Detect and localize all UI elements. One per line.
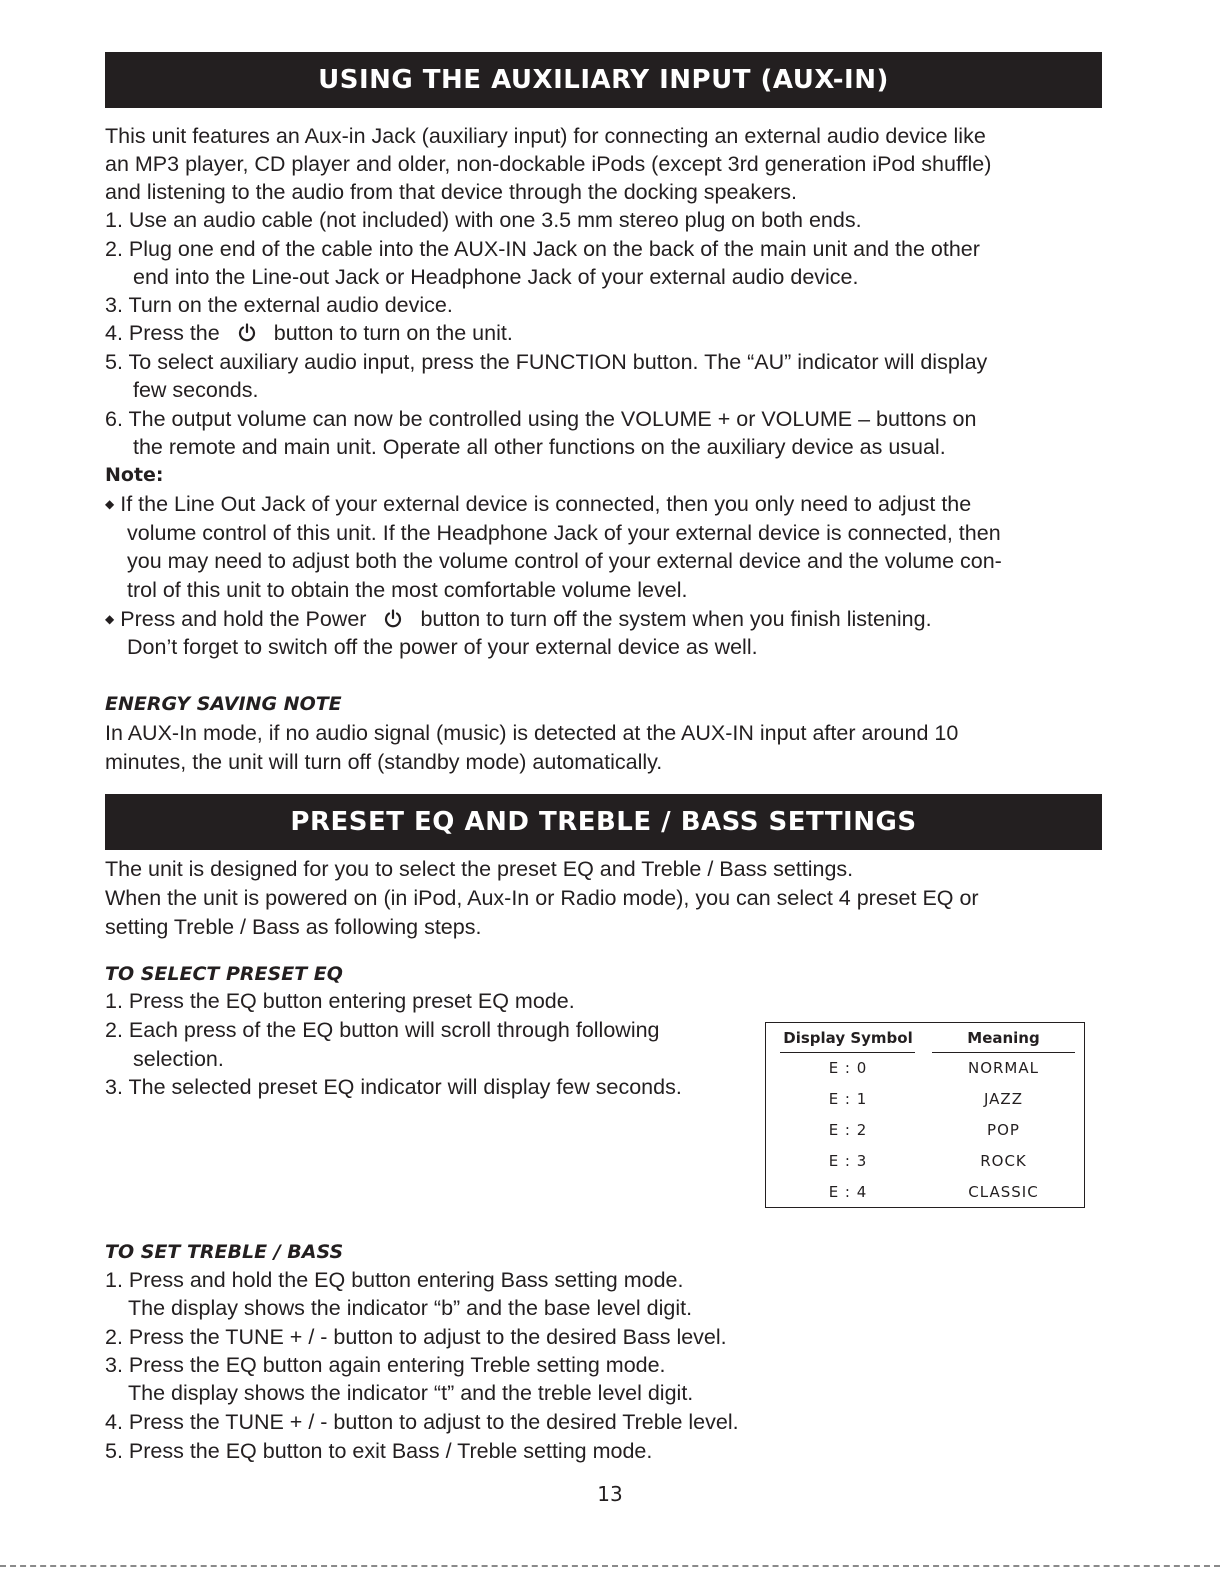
table-cell-meaning: ROCK xyxy=(980,1152,1027,1170)
table-cell-meaning: JAZZ xyxy=(984,1090,1023,1108)
treble-step: 2. Press the TUNE + / - button to adjust to the desired Bass level. xyxy=(105,1325,727,1349)
table-cell-symbol: E : 1 xyxy=(828,1090,868,1108)
note-text: button to turn off the system when you finish listening. xyxy=(420,607,932,631)
energy-text: minutes, the unit will turn off (standby mode) automatically. xyxy=(105,750,663,774)
table-cell-symbol: E : 4 xyxy=(828,1183,868,1201)
note-item xyxy=(105,605,932,633)
table-cell-meaning: POP xyxy=(987,1121,1020,1139)
note-text: trol of this unit to obtain the most comfortable volume level. xyxy=(127,578,688,602)
table-header-meaning: Meaning xyxy=(967,1029,1040,1047)
treble-step: 5. Press the EQ button to exit Bass / Treble setting mode. xyxy=(105,1439,653,1463)
aux-section-title: USING THE AUXILIARY INPUT (AUX-IN) xyxy=(105,52,1102,108)
eq-intro-line: setting Treble / Bass as following steps. xyxy=(105,915,482,939)
aux-step-power xyxy=(105,319,513,347)
treble-step: 4. Press the TUNE + / - button to adjust to the desired Treble level. xyxy=(105,1410,739,1434)
preset-step: 3. The selected preset EQ indicator will display few seconds. xyxy=(105,1075,682,1099)
aux-step-text: 4. Press the xyxy=(105,321,220,345)
page-number: 13 xyxy=(597,1482,623,1506)
aux-step: 2. Plug one end of the cable into the AUX-IN Jack on the back of the main unit and the other xyxy=(105,237,980,261)
preset-step-continued: selection. xyxy=(133,1047,224,1071)
bullet-icon: ◆ xyxy=(105,612,115,626)
aux-step: 6. The output volume can now be controlled using the VOLUME + or VOLUME – buttons on xyxy=(105,407,977,431)
note-item xyxy=(105,490,971,518)
eq-intro-line: The unit is designed for you to select the preset EQ and Treble / Bass settings. xyxy=(105,857,854,881)
treble-step-continued: The display shows the indicator “b” and the base level digit. xyxy=(128,1296,693,1320)
table-header-rule xyxy=(780,1052,915,1053)
note-text: Don’t forget to switch off the power of your external device as well. xyxy=(127,635,758,659)
treble-bass-title: TO SET TREBLE / BASS xyxy=(105,1241,344,1263)
eq-section-title: PRESET EQ AND TREBLE / BASS SETTINGS xyxy=(105,794,1102,850)
table-cell-symbol: E : 2 xyxy=(828,1121,868,1139)
aux-step-continued: few seconds. xyxy=(133,378,259,402)
aux-step-text: button to turn on the unit. xyxy=(273,321,513,345)
energy-text: In AUX-In mode, if no audio signal (music) is detected at the AUX-IN input after around 10 xyxy=(105,721,959,745)
aux-step: 3. Turn on the external audio device. xyxy=(105,293,453,317)
table-cell-symbol: E : 3 xyxy=(828,1152,868,1170)
eq-symbol-table xyxy=(765,1022,1085,1208)
aux-step: 5. To select auxiliary audio input, press the FUNCTION button. The “AU” indicator will display xyxy=(105,350,988,374)
aux-step-continued: the remote and main unit. Operate all other functions on the auxiliary device as usual. xyxy=(133,435,946,459)
energy-saving-title: ENERGY SAVING NOTE xyxy=(105,693,342,715)
eq-intro-line: When the unit is powered on (in iPod, Aux-In or Radio mode), you can select 4 preset EQ or xyxy=(105,886,979,910)
table-header-rule xyxy=(932,1052,1075,1053)
note-text: you may need to adjust both the volume control of your external device and the volume con- xyxy=(127,549,1002,573)
bullet-icon: ◆ xyxy=(105,497,115,511)
table-cell-meaning: NORMAL xyxy=(967,1059,1039,1077)
treble-step-continued: The display shows the indicator “t” and the treble level digit. xyxy=(128,1381,694,1405)
preset-step: 1. Press the EQ button entering preset EQ mode. xyxy=(105,989,575,1013)
treble-step: 1. Press and hold the EQ button entering Bass setting mode. xyxy=(105,1268,684,1292)
power-icon xyxy=(237,323,257,343)
preset-step: 2. Each press of the EQ button will scroll through following xyxy=(105,1018,660,1042)
note-text: Press and hold the Power xyxy=(120,607,367,631)
note-text: volume control of this unit. If the Headphone Jack of your external device is connected, then xyxy=(127,521,1001,545)
aux-intro-line: and listening to the audio from that device through the docking speakers. xyxy=(105,180,798,204)
aux-step: 1. Use an audio cable (not included) with one 3.5 mm stereo plug on both ends. xyxy=(105,208,862,232)
table-cell-symbol: E : 0 xyxy=(828,1059,868,1077)
table-cell-meaning: CLASSIC xyxy=(968,1183,1039,1201)
table-header-display-symbol: Display Symbol xyxy=(783,1029,913,1047)
preset-eq-title: TO SELECT PRESET EQ xyxy=(105,963,343,985)
page-cut-line xyxy=(0,1565,1220,1567)
note-label: Note: xyxy=(105,464,164,486)
aux-intro-line: This unit features an Aux-in Jack (auxiliary input) for connecting an external audio device like xyxy=(105,124,986,148)
note-text: If the Line Out Jack of your external device is connected, then you only need to adjust the xyxy=(120,492,972,516)
aux-intro-line: an MP3 player, CD player and older, non-dockable iPods (except 3rd generation iPod shuffle) xyxy=(105,152,992,176)
power-icon xyxy=(383,609,403,629)
treble-step: 3. Press the EQ button again entering Treble setting mode. xyxy=(105,1353,666,1377)
aux-step-continued: end into the Line-out Jack or Headphone Jack of your external audio device. xyxy=(133,265,859,289)
